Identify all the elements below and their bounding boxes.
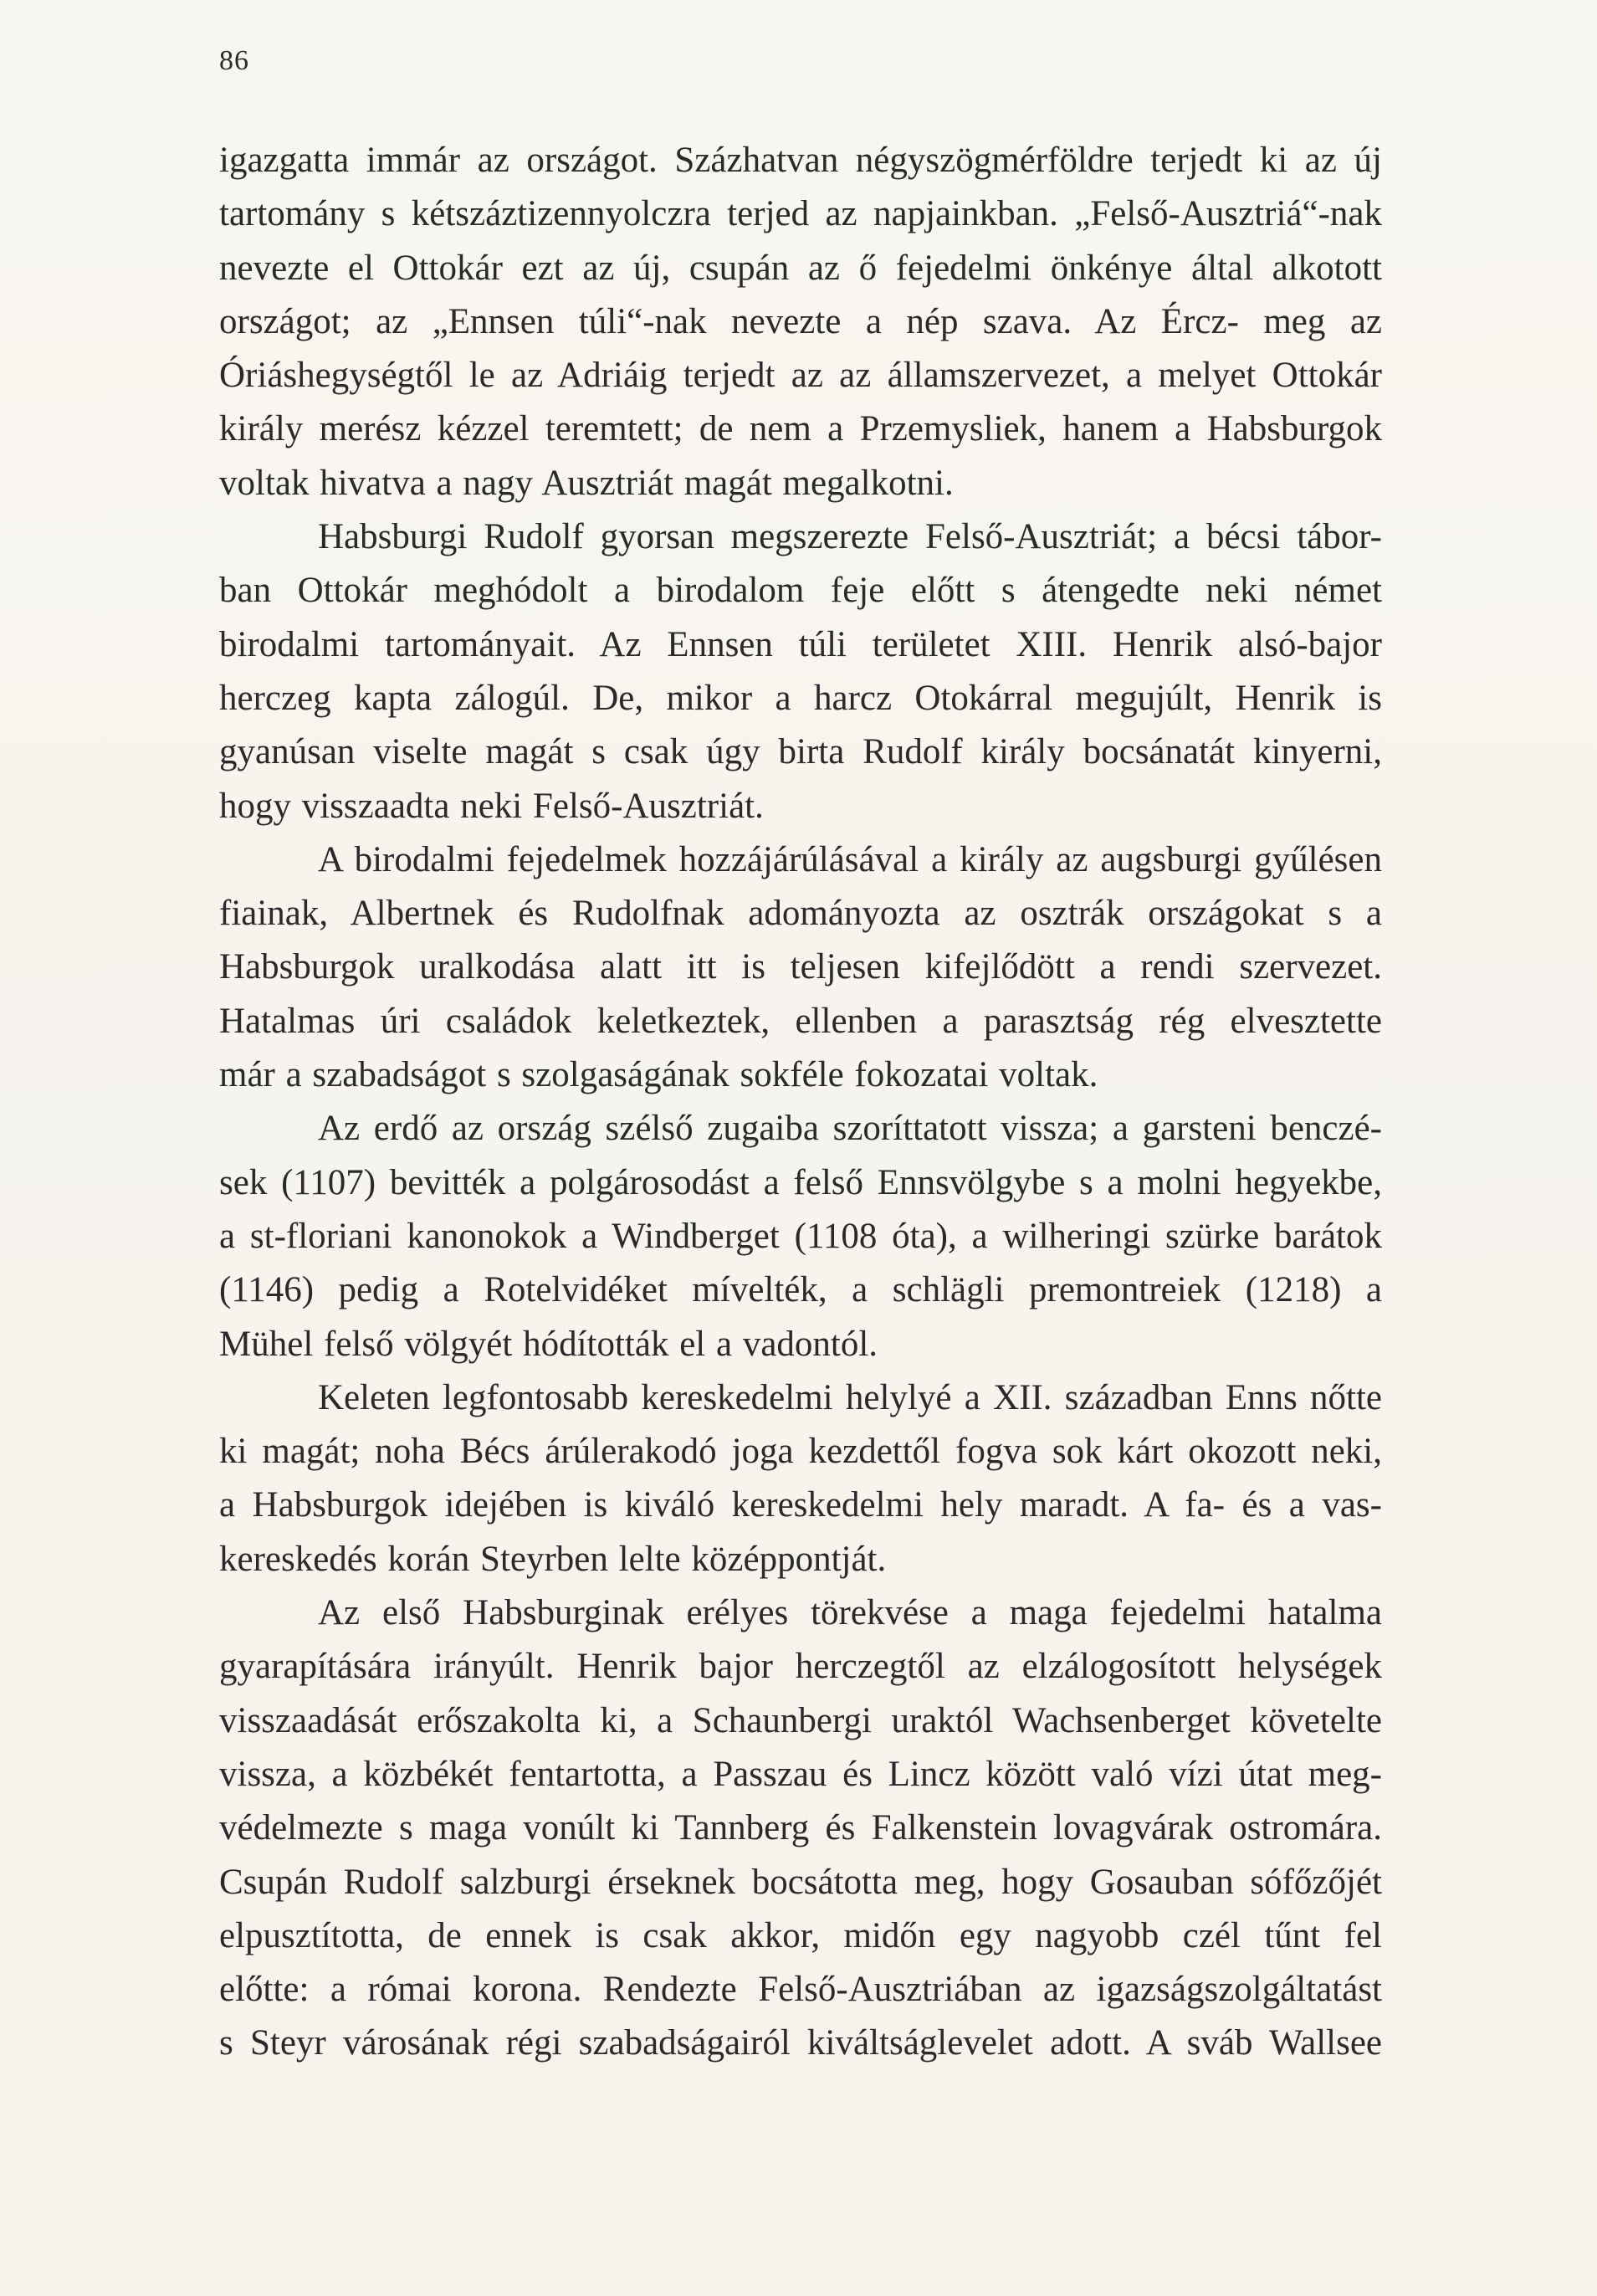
text-line: elpusztította, de ennek is csak akkor, midőn egy nagyobb czél tűnt fel xyxy=(219,1915,1382,1955)
text-line: Hatalmas úri családok keletkeztek, ellenben a parasztság rég elvesztette xyxy=(219,1001,1382,1041)
text-line: voltak hivatva a nagy Ausztriát magát megalkotni. xyxy=(219,463,954,503)
text-line: már a szabadságot s szolgaságának sokféle fokozatai voltak. xyxy=(219,1055,1098,1095)
page-number: 86 xyxy=(219,45,249,76)
text-line: ban Ottokár meghódolt a birodalom feje előtt s átengedte neki német xyxy=(219,571,1382,611)
text-line: védelmezte s maga vonúlt ki Tannberg és Falkenstein lovagvárak ostromára. xyxy=(219,1808,1382,1848)
text-line: Csupán Rudolf salzburgi érseknek bocsátotta meg, hogy Gosauban sófőzőjét xyxy=(219,1862,1382,1902)
body-text xyxy=(219,134,1382,2071)
text-line: Habsburgi Rudolf gyorsan megszerezte Felső-Ausztriát; a bécsi tábor- xyxy=(318,517,1382,557)
text-line: birodalmi tartományait. Az Ennsen túli területet XIII. Henrik alsó-bajor xyxy=(219,624,1382,664)
text-line: a st-floriani kanonokok a Windberget (1108 óta), a wilheringi szürke barátok xyxy=(219,1216,1382,1256)
text-line: s Steyr városának régi szabadságairól kiváltságlevelet adott. A sváb Wallsee xyxy=(219,2023,1382,2063)
text-line: előtte: a római korona. Rendezte Felső-Ausztriában az igazságszolgáltatást xyxy=(219,1970,1382,2010)
text-line: Habsburgok uralkodása alatt itt is teljesen kifejlődött a rendi szervezet. xyxy=(219,947,1382,987)
text-line: igazgatta immár az országot. Százhatvan négyszögmérföldre terjedt ki az új xyxy=(219,141,1382,180)
text-line: országot; az „Ennsen túli“-nak nevezte a nép szava. Az Ércz- meg az xyxy=(219,301,1382,341)
text-line: A birodalmi fejedelmek hozzájárúlásával a király az augsburgi gyűlésen xyxy=(318,839,1382,879)
text-line: visszaadását erőszakolta ki, a Schaunbergi uraktól Wachsenberget követelte xyxy=(219,1700,1382,1740)
text-line: ki magát; noha Bécs árúlerakodó joga kezdettől fogva sok kárt okozott neki, xyxy=(219,1432,1382,1472)
text-line: Az első Habsburginak erélyes törekvése a maga fejedelmi hatalma xyxy=(318,1593,1382,1633)
text-line: Óriáshegységtől le az Adriáig terjedt az az államszervezet, a melyet Ottokár xyxy=(219,356,1382,396)
text-line: gyarapítására irányúlt. Henrik bajor herczegtől az elzálogosított helységek xyxy=(219,1647,1382,1687)
text-line: fiainak, Albertnek és Rudolfnak adományozta az osztrák országokat s a xyxy=(219,894,1382,934)
text-line: Keleten legfontosabb kereskedelmi helylyé a XII. században Enns nőtte xyxy=(318,1377,1382,1417)
text-line: kereskedés korán Steyrben lelte középpontját. xyxy=(219,1539,887,1579)
text-line: sek (1107) bevitték a polgárosodást a felső Ennsvölgybe s a molni hegyekbe, xyxy=(219,1162,1382,1202)
text-line: (1146) pedig a Rotelvidéket mívelték, a schlägli premontreiek (1218) a xyxy=(219,1270,1382,1310)
text-line: gyanúsan viselte magát s csak úgy birta Rudolf király bocsánatát kinyerni, xyxy=(219,732,1382,772)
text-line: tartomány s kétszáztizennyolczra terjed az napjainkban. „Felső-Ausztriá“-nak xyxy=(219,194,1382,234)
text-line: hogy visszaadta neki Felső-Ausztriát. xyxy=(219,786,764,826)
text-line: király merész kézzel teremtett; de nem a Przemysliek, hanem a Habsburgok xyxy=(219,409,1382,449)
text-line: a Habsburgok idejében is kiváló kereskedelmi hely maradt. A fa- és a vas- xyxy=(219,1485,1382,1525)
text-line: Mühel felső völgyét hódították el a vadontól. xyxy=(219,1324,878,1364)
text-line: herczeg kapta zálogúl. De, mikor a harcz Otokárral megujúlt, Henrik is xyxy=(219,678,1382,718)
text-line: Az erdő az ország szélső zugaiba szoríttatott vissza; a garsteni benczé- xyxy=(318,1109,1382,1149)
text-line: vissza, a közbékét fentartotta, a Passzau és Lincz között való vízi útat meg- xyxy=(219,1754,1382,1794)
text-line: nevezte el Ottokár ezt az új, csupán az ő fejedelmi önkénye által alkotott xyxy=(219,248,1382,288)
